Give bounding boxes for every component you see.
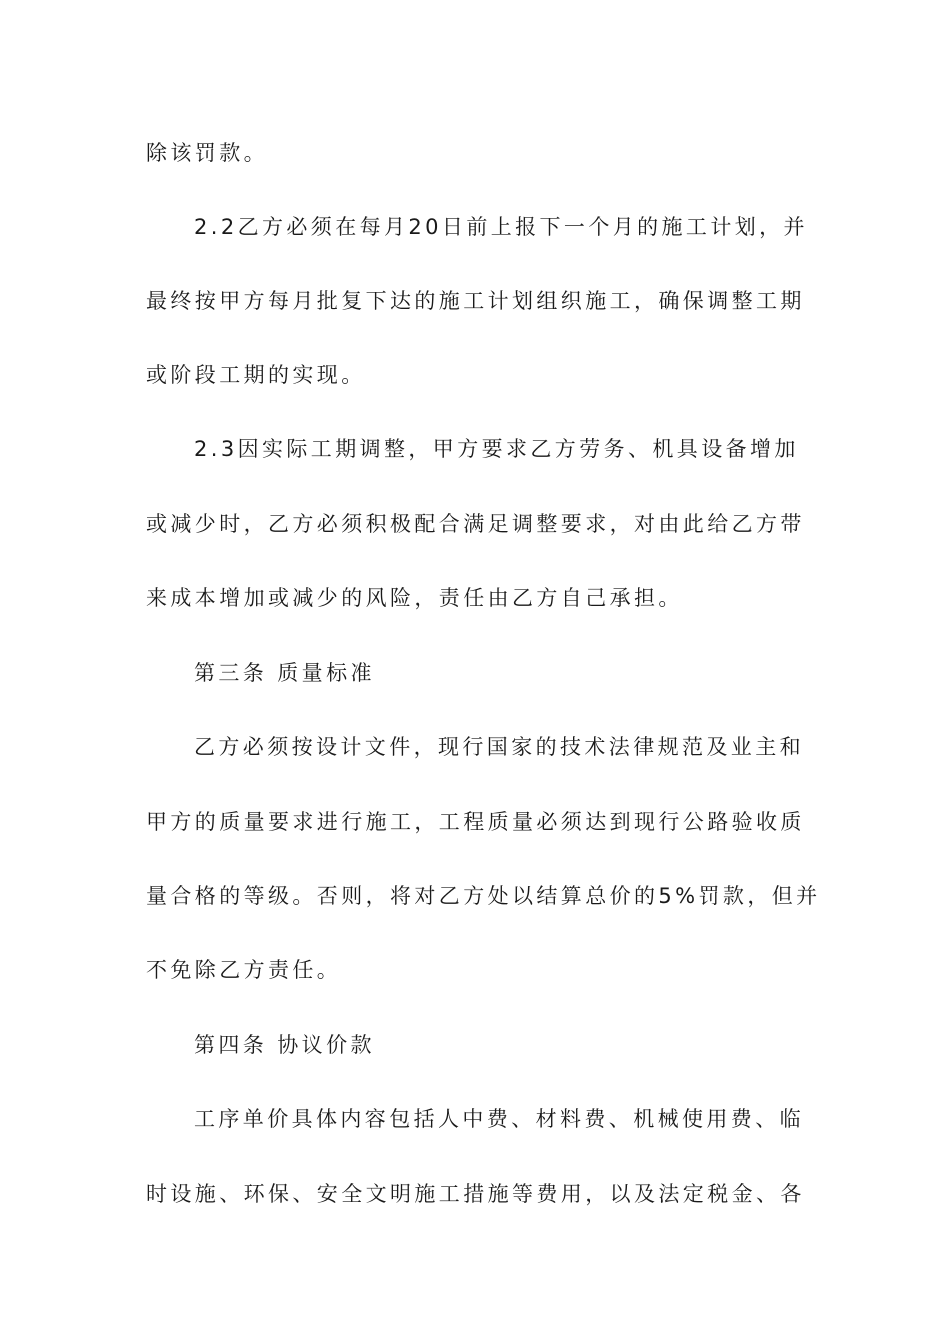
paragraph-line: 工序单价具体内容包括人中费、材料费、机械使用费、临: [194, 1107, 804, 1131]
article-4-heading: 第四条 协议价款: [194, 1033, 375, 1057]
paragraph-line: 最终按甲方每月批复下达的施工计划组织施工，确保调整工期: [146, 289, 805, 313]
paragraph-line: 乙方必须按设计文件，现行国家的技术法律规范及业主和: [194, 735, 804, 759]
paragraph-line: 不免除乙方责任。: [146, 958, 342, 982]
paragraph-line: 或减少时，乙方必须积极配合满足调整要求，对由此给乙方带: [146, 512, 805, 536]
paragraph-line: 除该罚款。: [146, 141, 268, 165]
clause-2-3-line: 2.3因实际工期调整，甲方要求乙方劳务、机具设备增加: [194, 437, 799, 461]
paragraph-line: 量合格的等级。否则，将对乙方处以结算总价的5%罚款，但并: [146, 884, 821, 908]
clause-2-2-line: 2.2乙方必须在每月20日前上报下一个月的施工计划，并: [194, 215, 808, 239]
article-3-heading: 第三条 质量标准: [194, 661, 375, 685]
paragraph-line: 来成本增加或减少的风险，责任由乙方自己承担。: [146, 586, 683, 610]
paragraph-line: 或阶段工期的实现。: [146, 363, 366, 387]
paragraph-line: 时设施、环保、安全文明施工措施等费用，以及法定税金、各: [146, 1182, 805, 1206]
paragraph-line: 甲方的质量要求进行施工，工程质量必须达到现行公路验收质: [146, 810, 805, 834]
